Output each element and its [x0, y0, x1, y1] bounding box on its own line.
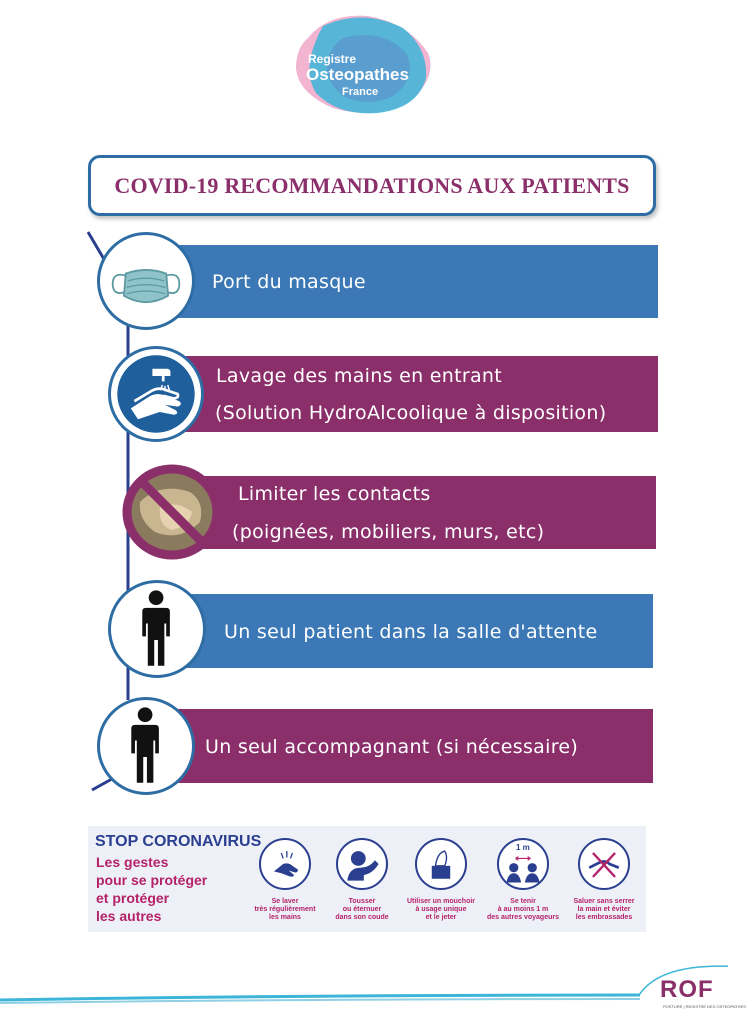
- distance-label: 1 m: [516, 843, 530, 852]
- recommendation-text-line-2: (Solution HydroAlcoolique à disposition): [215, 402, 607, 424]
- recommendation-row-handwash: [160, 356, 658, 432]
- hand-wash-icon: [259, 838, 311, 890]
- recommendation-text: Port du masque: [212, 271, 366, 293]
- banner-subtitle-line: pour se protéger: [96, 872, 208, 888]
- registre-logo: [288, 8, 438, 120]
- no-touch-icon: [120, 462, 224, 562]
- person-icon: [108, 580, 206, 678]
- recommendation-text: Un seul accompagnant (si nécessaire): [205, 736, 579, 758]
- person-icon: [97, 697, 195, 795]
- recommendation-row-contacts: [188, 476, 656, 549]
- footer-wave: [0, 955, 728, 1024]
- recommendation-row-mask: [150, 245, 658, 318]
- gesture-caption: Tousser ou éternuer dans son coude: [335, 898, 389, 921]
- gesture-caption: Se laver très régulièrement les mains: [254, 898, 316, 921]
- recommendation-text-line-2: (poignées, mobiliers, murs, etc): [232, 521, 545, 543]
- recommendation-text-line-1: Lavage des mains en entrant: [216, 365, 503, 387]
- recommendation-row-companion: [150, 709, 653, 783]
- title-box: [88, 155, 656, 216]
- rof-tagline: POSTURE | REGISTRE DES OSTEOPATHES: [663, 1004, 746, 1009]
- mask-icon: [97, 232, 195, 330]
- cough-elbow-icon: [336, 838, 388, 890]
- recommendation-row-one-patient: [155, 594, 653, 668]
- no-handshake-icon: [578, 838, 630, 890]
- tissue-icon: [415, 838, 467, 890]
- hand-wash-icon: [108, 346, 204, 442]
- banner-subtitle-line: les autres: [96, 908, 162, 924]
- rof-logo: ROF: [660, 976, 714, 1003]
- logo-line-3: France: [342, 86, 379, 98]
- logo-line-1: Registre: [308, 52, 357, 66]
- gesture-caption: Saluer sans serrer la main et éviter les embrassades: [573, 898, 635, 921]
- recommendation-text: Un seul patient dans la salle d'attente: [224, 621, 598, 643]
- banner-subtitle-line: et protéger: [96, 890, 170, 906]
- gesture-caption: Se tenir à au moins 1 m des autres voyageurs: [487, 898, 559, 921]
- logo-line-2: Osteopathes: [306, 65, 409, 84]
- gesture-caption: Utiliser un mouchoir à usage unique et le jeter: [406, 898, 476, 921]
- banner-subtitle-line: Les gestes: [96, 854, 169, 870]
- recommendation-text-line-1: Limiter les contacts: [238, 483, 431, 505]
- banner-title: STOP CORONAVIRUS: [95, 833, 262, 850]
- page-title: COVID-19 RECOMMANDATIONS AUX PATIENTS: [114, 172, 630, 198]
